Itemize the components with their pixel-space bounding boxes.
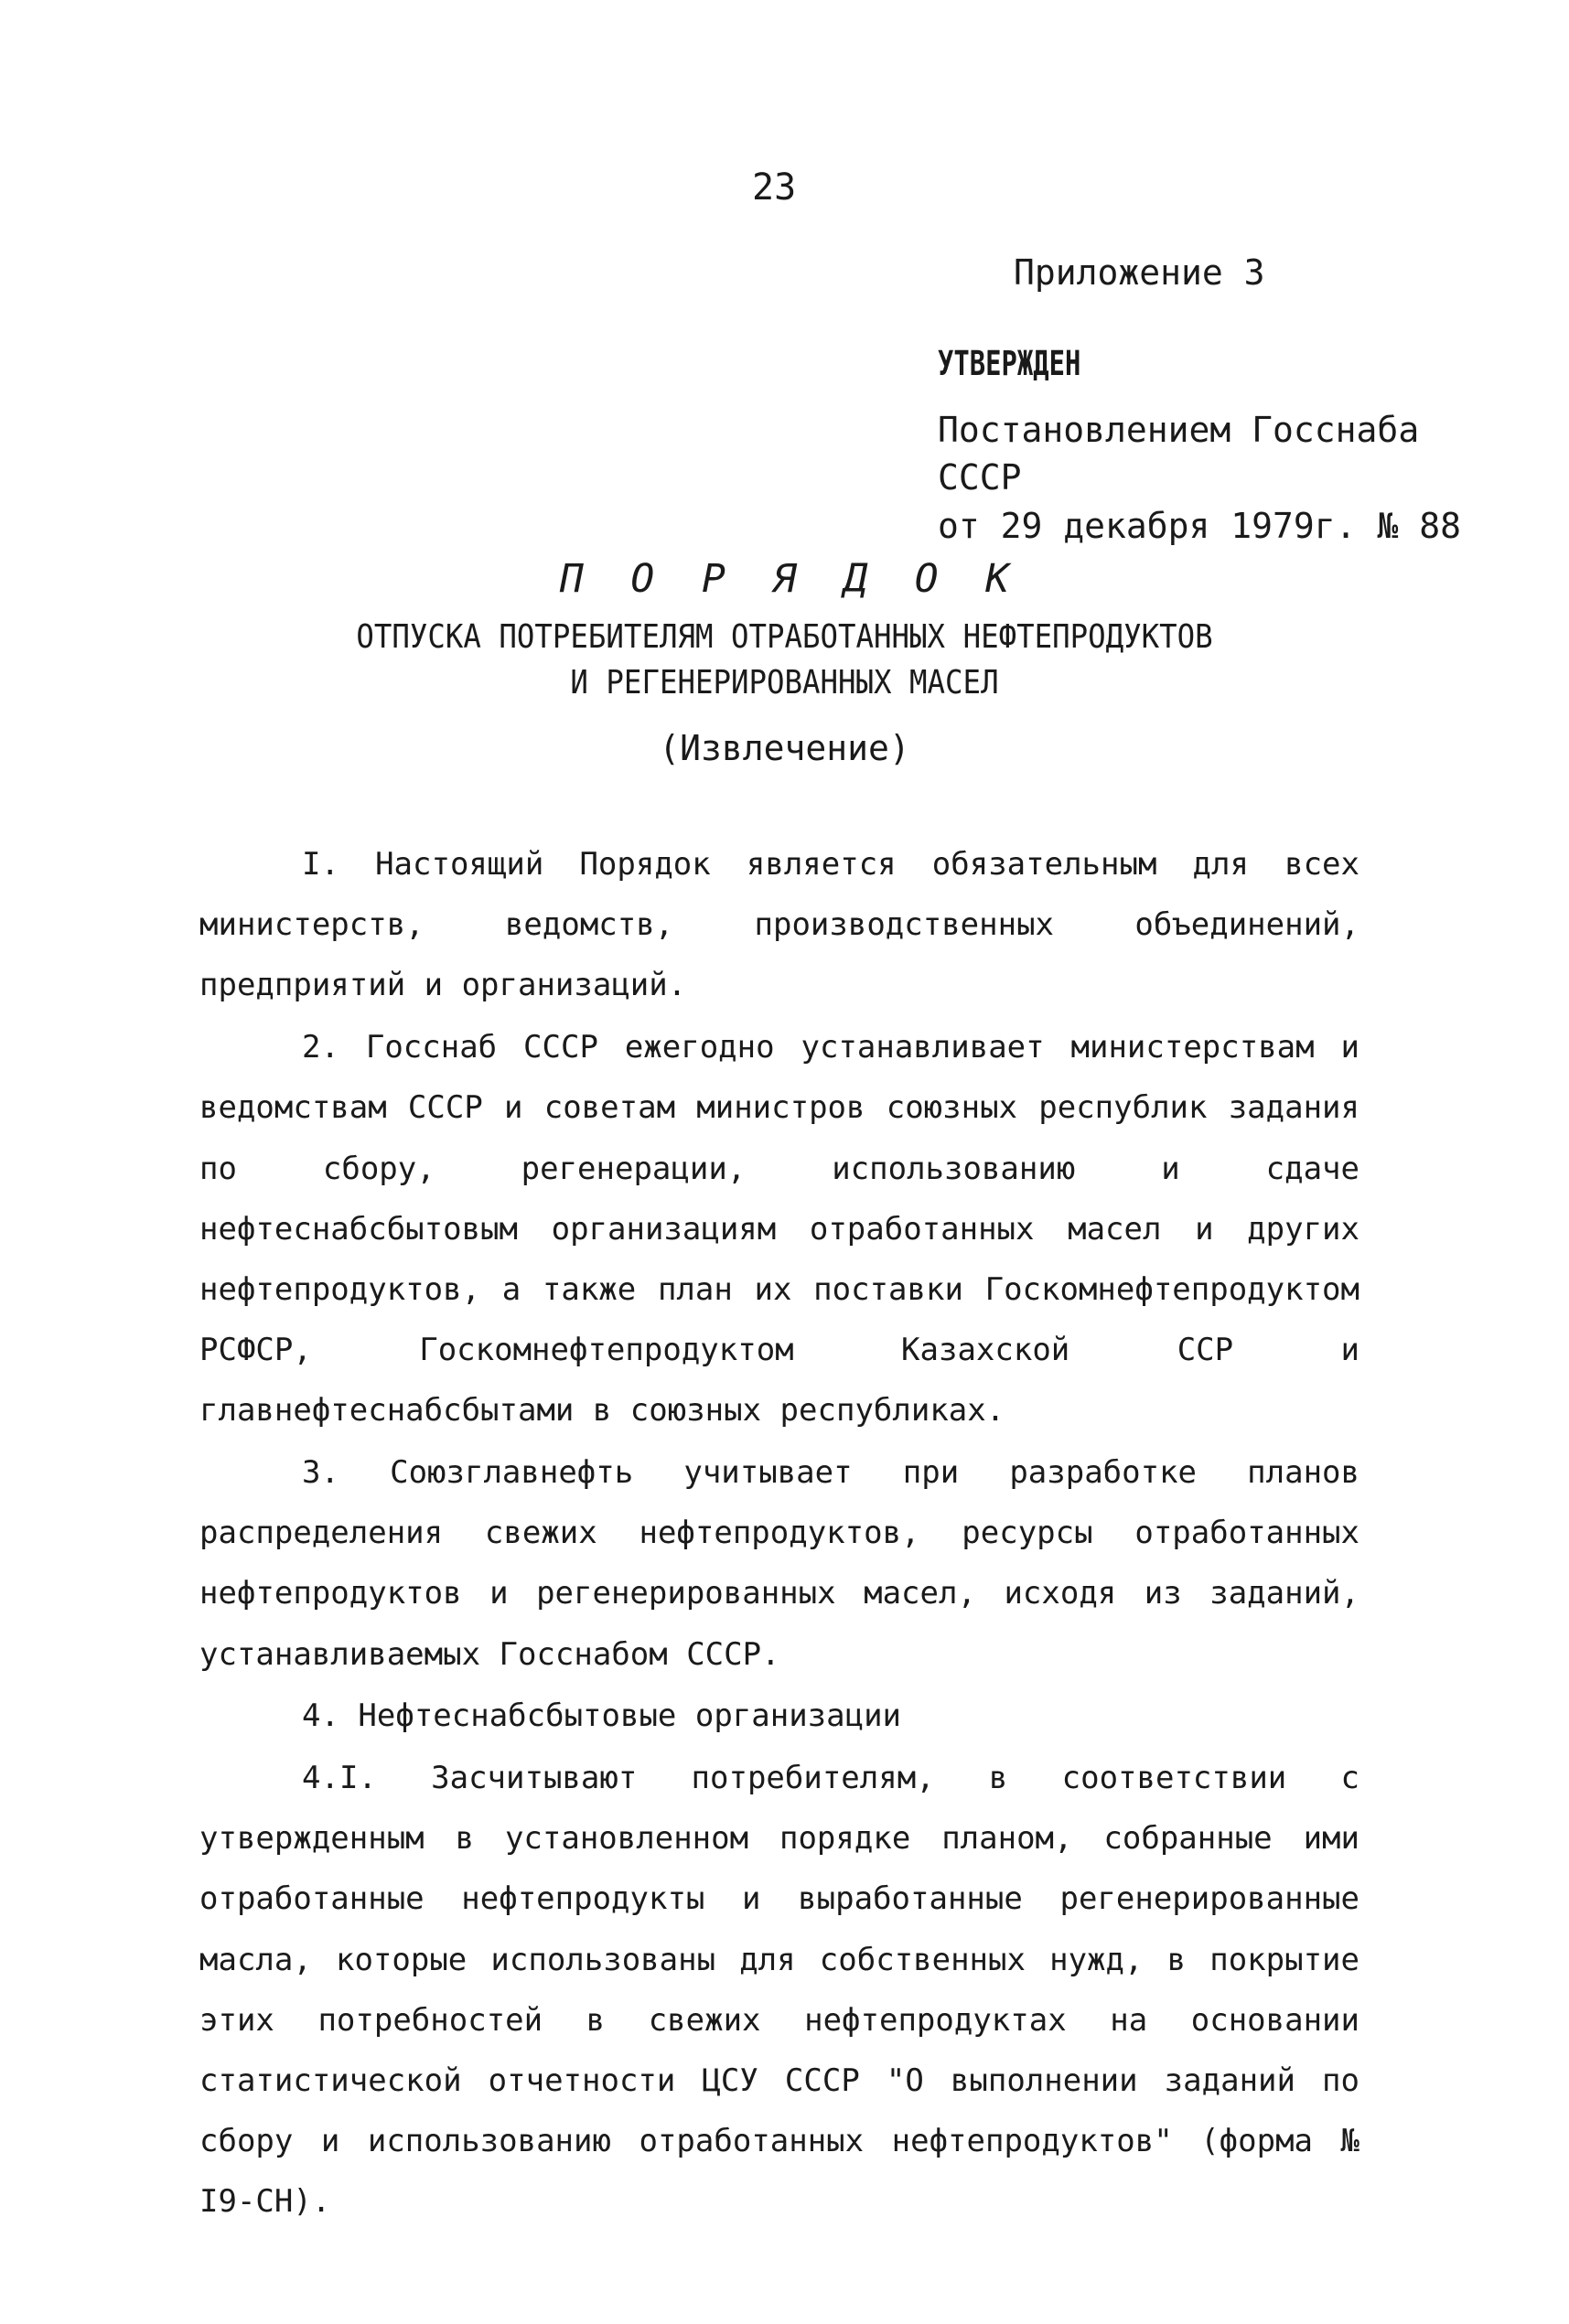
document-subtitle-line: ОТПУСКА ПОТРЕБИТЕЛЯМ ОТРАБОТАННЫХ НЕФТЕПРОДУКТОВ xyxy=(356,618,1213,656)
appendix-label: Приложение 3 xyxy=(1014,252,1265,293)
approval-line: от 29 декабря 1979г. № 88 xyxy=(938,506,1461,546)
approval-line: СССР xyxy=(938,457,1022,498)
approved-stamp-text: УТВЕРЖДЕН xyxy=(938,344,1081,383)
paragraph-3: 3. Союзглавнефть учитывает при разработке планов распределения свежих нефтепродуктов, ресурсы отработанных нефтепродуктов и регенерированных масел, исходя из заданий, устанавливаемых Госснабом СССР. xyxy=(199,1454,1359,1673)
document-title: П О Р Я Д О К xyxy=(559,556,1022,602)
paragraph-4-1: 4.I. Засчитывают потребителям, в соответствии с утвержденным в установленном порядке планом, собранные ими отработанные нефтепродукты и выработанные регенерированные масла, которые использованы для собственных нужд, в покрытие этих потребностей в свежих нефтепродуктах на основании статистической отчетности ЦСУ СССР "О выполнении заданий по сбору и использованию отработанных нефтепродуктов" (форма № I9-СН). xyxy=(199,1760,1359,2221)
paragraph-2: 2. Госснаб СССР ежегодно устанавливает министерствам и ведомствам СССР и советам министров союзных республик задания по сбору, регенерации, использованию и сдаче нефтеснабсбытовым организациям отработанных масел и других нефтепродуктов, а также план их поставки Госкомнефтепродуктом РСФСР, Госкомнефтепродуктом Казахской ССР и главнефтеснабсбытами в союзных республиках. xyxy=(199,1029,1359,1430)
extract-note: (Извлечение) xyxy=(659,728,910,768)
document-subtitle-line: И РЕГЕНЕРИРОВАННЫХ МАСЕЛ xyxy=(570,664,999,701)
page-number: 23 xyxy=(752,166,797,209)
paragraph-1: I. Настоящий Порядок является обязательным для всех министерств, ведомств, производственных объединений, предприятий и организаций. xyxy=(199,846,1359,1004)
document-body xyxy=(199,834,1359,2233)
approval-line: Постановлением Госснаба xyxy=(938,410,1420,450)
paragraph-4: 4. Нефтеснабсбытовые организации xyxy=(302,1697,902,1735)
